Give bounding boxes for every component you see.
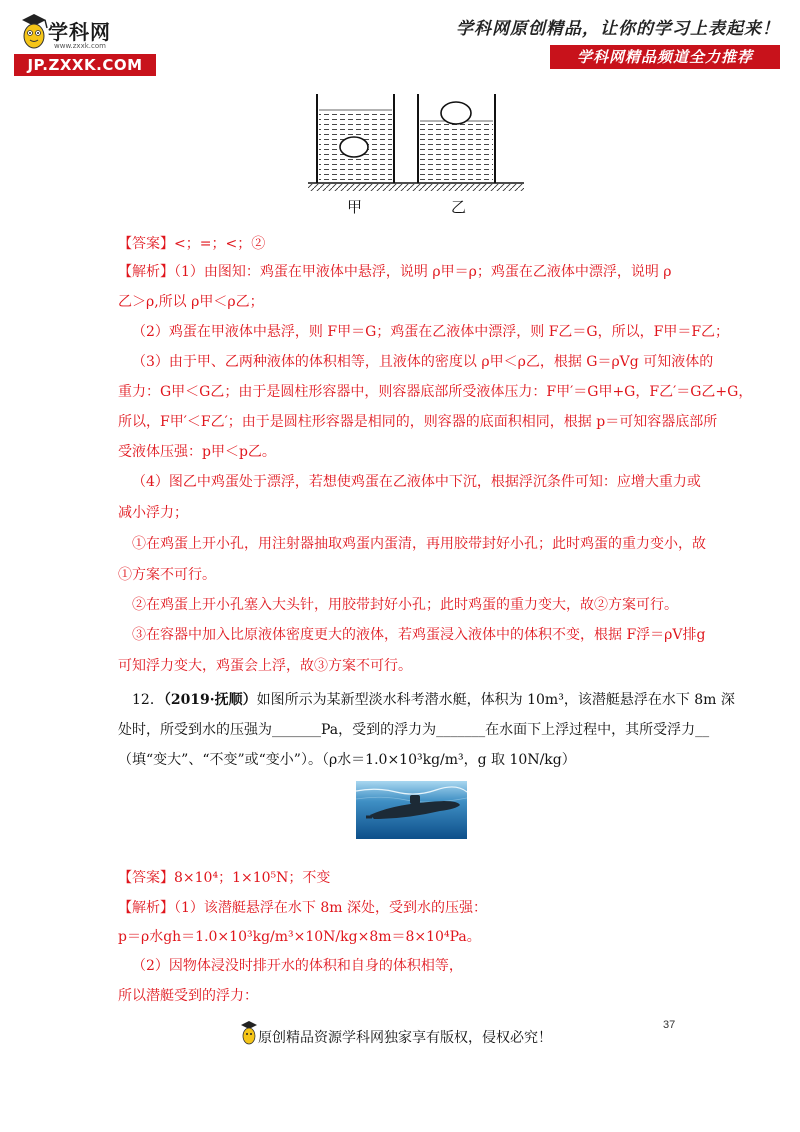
q11-line-13: ③在容器中加入比原液体密度更大的液体，若鸡蛋浸入液体中的体积不变，根据 F浮＝ρV排g [132,627,706,643]
site-logo[interactable] [14,10,156,74]
analysis-tag: 【解析】 [118,264,174,280]
beaker-figure [308,92,530,192]
footer-mascot-icon [240,1020,258,1046]
q11-line-11: ①方案不可行。 [118,567,216,583]
q12-question-3: （填“变大”、“不变”或“变小”）。（ρ水＝1.0×10³kg/m³，g 取 10N/kg） [118,752,576,768]
q11-line-12: ②在鸡蛋上开小孔塞入大头针，用胶带封好小孔；此时鸡蛋的重力变大，故②方案可行。 [132,597,678,613]
beaker-yi [418,94,495,183]
q12-analysis-1 [118,898,487,918]
channel-banner: 学科网精品频道全力推荐 [550,45,780,69]
page-number: 37 [663,1019,676,1031]
label-yi: 乙 [451,198,467,216]
q11-line-8: （4）图乙中鸡蛋处于漂浮，若想使鸡蛋在乙液体中下沉，根据浮沉条件可知：应增大重力或 [132,474,701,490]
logo-text: 学科网 [48,20,111,44]
analysis-text: （1）由图知：鸡蛋在甲液体中悬浮，说明 ρ甲＝ρ；鸡蛋在乙液体中漂浮，说明 ρ [174,264,672,280]
q11-line-9: 减小浮力； [118,505,188,521]
q12-answer [118,868,330,888]
q11-line-2: 乙＞ρ,所以 ρ甲＜ρ乙； [118,294,264,310]
analysis-text: （1）该潜艇悬浮在水下 8m 深处，受到水的压强： [174,900,487,916]
beaker-jia [317,94,394,183]
q11-line-14: 可知浮力变大，鸡蛋会上浮，故③方案不可行。 [118,658,412,674]
q11-line-4: （3）由于甲、乙两种液体的体积相等，且液体的密度以 ρ甲＜ρ乙，根据 G＝ρVg 可知液体的 [132,354,714,370]
answer-text: 8×10⁴；1×10⁵N；不变 [174,870,331,886]
q12-source: （2019·抚顺） [163,692,257,708]
answer-text: <；=；<；② [174,236,266,252]
logo-subtext: www.zxxk.com [54,42,106,50]
q12-number: 12． [132,692,164,708]
logo-url: JP.ZXXK.COM [14,54,156,76]
q12-question-1 [132,690,735,710]
q12-analysis-4: 所以潜艇受到的浮力： [118,988,258,1004]
q12-question-2: 处时，所受到水的压强为_______Pa，受到的浮力为_______在水面下上浮过程中，其所受浮力__ [118,722,710,738]
q12-text: 如图所示为某新型淡水科考潜水艇，体积为 10m³，该潜艇悬浮在水下 8m 深 [256,692,735,708]
label-jia: 甲 [347,198,363,216]
q12-analysis-3: （2）因物体浸没时排开水的体积和自身的体积相等， [132,958,463,974]
egg-yi [441,102,471,124]
q11-answer [118,234,265,254]
mascot-icon [18,12,50,54]
q11-line-3: （2）鸡蛋在甲液体中悬浮，则 F甲＝G；鸡蛋在乙液体中漂浮，则 F乙＝G，所以，F甲＝F乙； [132,324,730,340]
q11-line-10: ①在鸡蛋上开小孔，用注射器抽取鸡蛋内蛋清，再用胶带封好小孔；此时鸡蛋的重力变小，故 [132,536,706,552]
answer-tag: 【答案】 [118,236,174,252]
q11-line-6: 所以，F甲′＜F乙′；由于是圆柱形容器是相同的，则容器的底面积相同，根据 p＝可知容器底部所 [118,414,718,430]
q11-line-5: 重力：G甲＜G乙；由于是圆柱形容器中，则容器底部所受液体压力：F甲′＝G甲+G，F乙′＝G乙+G， [118,384,753,400]
q11-analysis-1 [118,262,672,282]
footer-copyright: 原创精品资源学科网独家享有版权，侵权必究！ [258,1030,552,1046]
q12-analysis-2: p＝ρ水gh＝1.0×10³kg/m³×10N/kg×8m＝8×10⁴Pa。 [118,929,481,945]
header-slogan: 学科网原创精品，让你的学习上表起来！ [456,19,780,39]
analysis-tag: 【解析】 [118,900,174,916]
egg-jia [340,137,368,157]
submarine-image [356,781,467,839]
q11-line-7: 受液体压强：p甲＜p乙。 [118,444,276,460]
answer-tag: 【答案】 [118,870,174,886]
